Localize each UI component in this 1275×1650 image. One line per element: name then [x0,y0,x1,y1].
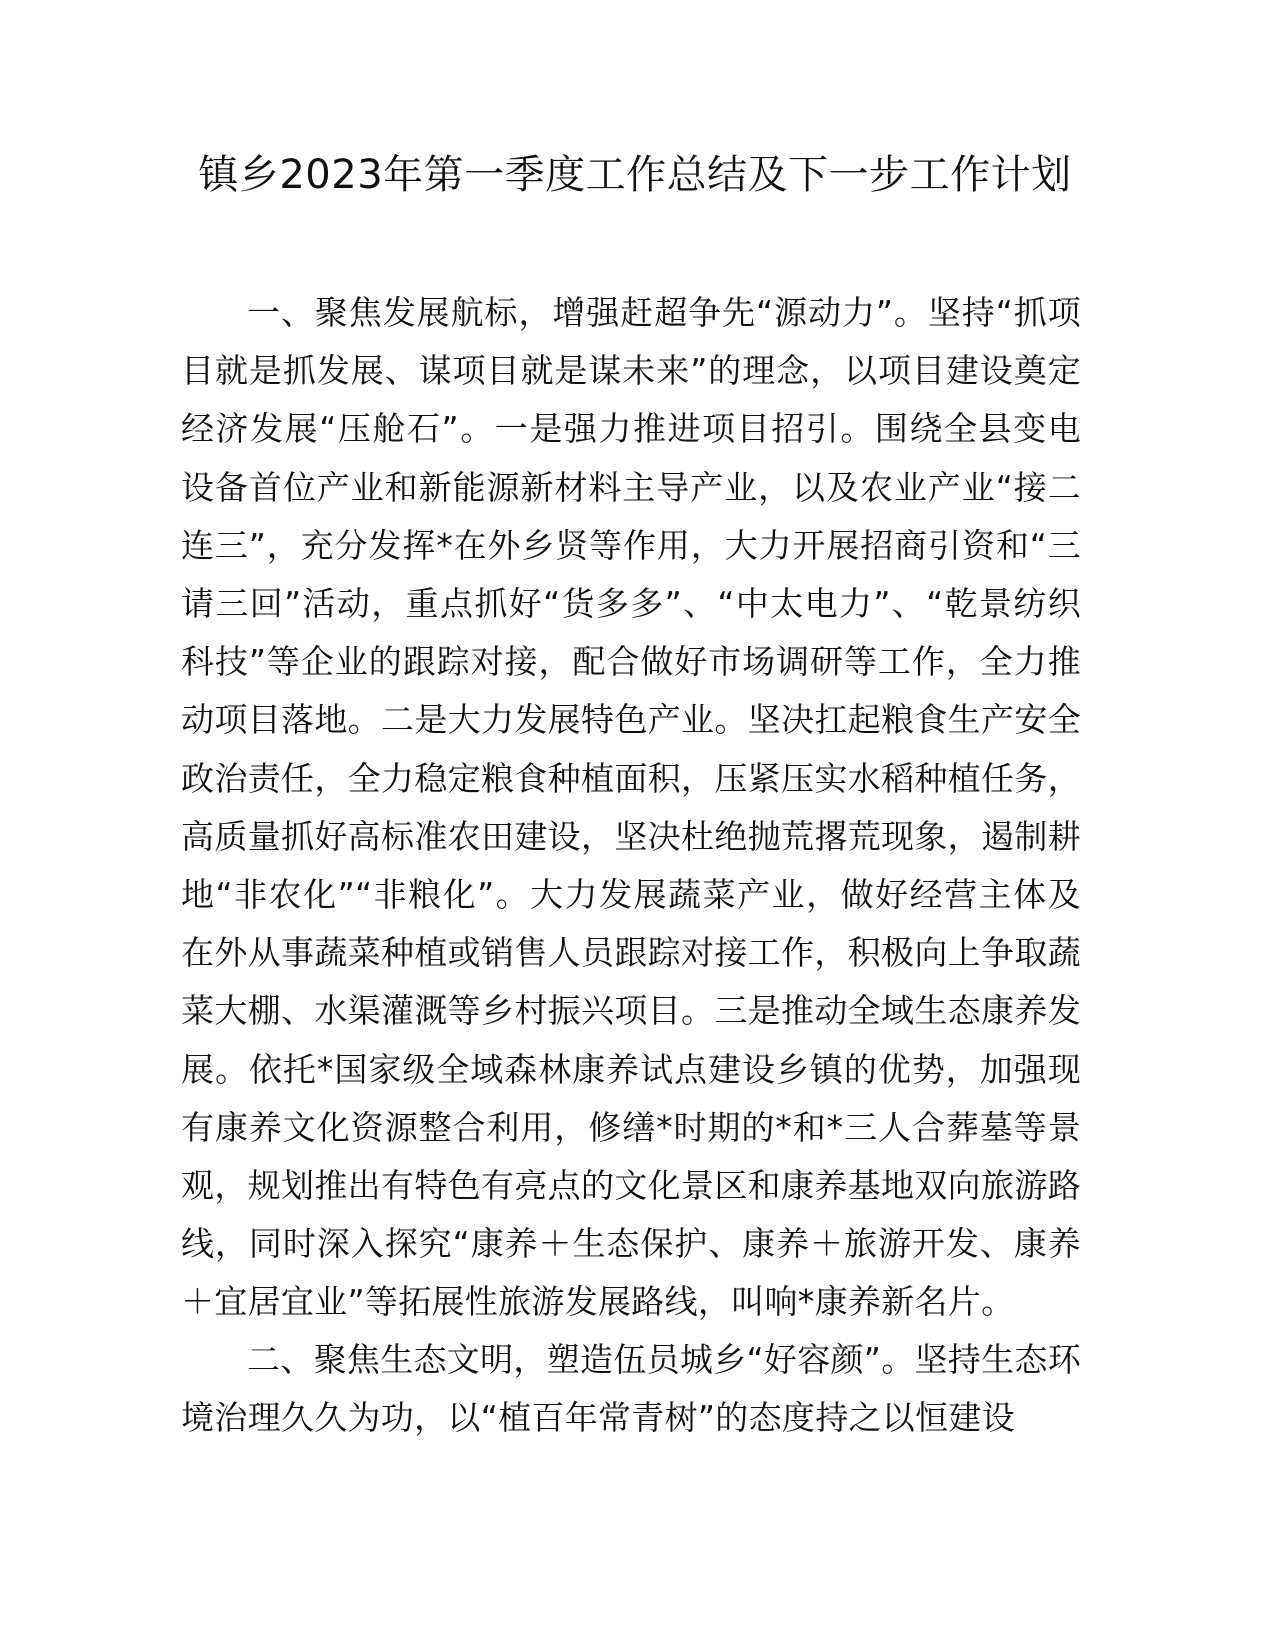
document-title: 镇乡2023年第一季度工作总结及下一步工作计划 [198,152,1072,198]
paragraph-2: 二、聚焦生态文明，塑造伍员城乡“好容颜”。坚持生态环境治理久久为功，以“植百年常青树”的态度持之以恒建设 [181,1340,1081,1438]
paragraph-1: 一、聚焦发展航标，增强赶超争先“源动力”。坚持“抓项目就是抓发展、谋项目就是谋未来”的理念，以项目建设奠定经济发展“压舱石”。一是强力推进项目招引。围绕全县变电设备首位产业和新能源新材料主导产业，以及农业产业“接二连三”，充分发挥*在外乡贤等作用，大力开展招商引资和“三请三回”活动，重点抓好“货多多”、“中太电力”、“乾景纺织科技”等企业的跟踪对接，配合做好市场调研等工作，全力推动项目落地。二是大力发展特色产业。坚决扛起粮食生产安全政治责任，全力稳定粮食种植面积，压紧压实水稻种植任务，高质量抓好高标准农田建设，坚决杜绝抛荒撂荒现象，遏制耕地“非农化”“非粮化”。大力发展蔬菜产业，做好经营主体及在外从事蔬菜种植或销售人员跟踪对接工作，积极向上争取蔬菜大棚、水渠灌溉等乡村振兴项目。三是推动全域生态康养发展。依托*国家级全域森林康养试点建设乡镇的优势，加强现有康养文化资源整合利用，修缮*时期的*和*三人合葬墓等景观，规划推出有特色有亮点的文化景区和康养基地双向旅游路线，同时深入探究“康养＋生态保护、康养＋旅游开发、康养＋宜居宜业”等拓展性旅游发展路线，叫响*康养新名片。 [181,293,1081,1322]
